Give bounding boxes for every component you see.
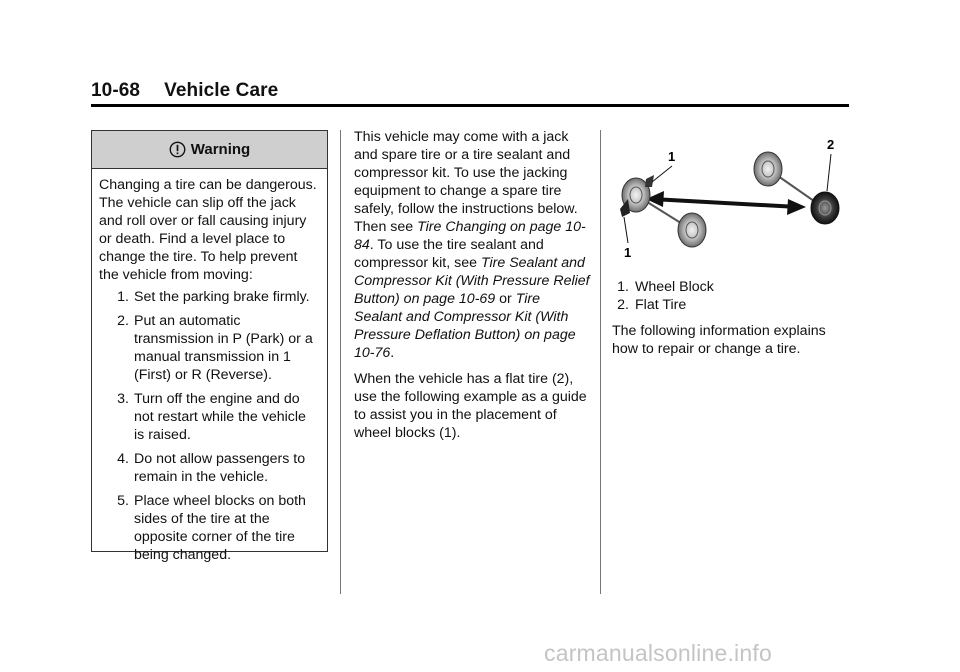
warning-box [91, 130, 328, 563]
placement-paragraph: When the vehicle has a flat tire (2), use the following example as a guide to assist you in the placement of wheel blocks (1). [354, 371, 587, 441]
callout-flat-tire: 2 [827, 137, 835, 152]
callout-leader [827, 154, 831, 191]
list-item: 5. Place wheel blocks on both sides of the tire at the opposite corner of the tire being changed. [117, 493, 306, 563]
rear-left-tire [754, 152, 782, 186]
link-sealant-deflation[interactable]: Tire Sealant and Compressor Kit (With Pressure Deflation Button) on page 10-76 [354, 291, 576, 361]
callout-leader [652, 166, 672, 182]
header-rule [91, 104, 849, 107]
callout-leader [624, 217, 628, 243]
wheel-block-diagram [612, 133, 852, 265]
link-tire-changing[interactable]: Tire Changing on page 10-84 [354, 219, 586, 253]
column-divider [600, 130, 601, 594]
warning-title: Warning [190, 141, 251, 158]
list-item: 4. Do not allow passengers to remain in the vehicle. [117, 451, 306, 485]
body-column-2 [354, 128, 590, 450]
info-paragraph: The following information explains how to repair or change a tire. [612, 323, 826, 357]
callout-wheel-block: 1 [668, 149, 676, 164]
list-item: 1. Set the parking brake firmly. [117, 289, 310, 305]
warning-steps [99, 288, 320, 564]
arrow-line [652, 199, 798, 207]
arrow-head-right [787, 199, 806, 215]
watermark: carmanualsonline.info [544, 640, 772, 666]
page-number: 10-68 [91, 80, 141, 101]
front-right-tire [678, 213, 706, 247]
warning-intro: Changing a tire can be dangerous. The vehicle can slip off the jack and roll over or fall causing injury or death. Find a level place to change the tire. To help prevent the vehicle from moving: [99, 177, 317, 283]
callout-wheel-block: 1 [624, 245, 632, 260]
list-item: 3. Turn off the engine and do not restart while the vehicle is raised. [117, 391, 306, 443]
section-title: Vehicle Care [164, 80, 279, 101]
body-column-3 [612, 278, 852, 358]
intro-paragraph: This vehicle may come with a jack and spare tire or a tire sealant and compressor kit. To use the jacking equipment to change a spare tire safely, follow the instructions below. Then see Tire Changing on page 10-84. To use the tire sealant and compressor kit, see Tire Sealant and Compressor Kit (With Pressure Relief Button) on page 10-69 or Tire Sealant and Compressor Kit (With Pressure Deflation Button) on page 10-76. [354, 129, 590, 361]
link-sealant-relief[interactable]: Tire Sealant and Compressor Kit (With Pressure Relief Button) on page 10-69 [354, 255, 590, 307]
page-header [91, 80, 278, 102]
flat-tire [811, 192, 839, 224]
figure-legend [612, 278, 852, 314]
list-item: 1. Wheel Block [617, 279, 714, 295]
warning-header [92, 131, 327, 169]
list-item: 2. Flat Tire [617, 297, 687, 313]
column-divider [340, 130, 341, 594]
warning-icon [169, 141, 186, 158]
list-item: 2. Put an automatic transmission in P (Park) or a manual transmission in 1 (First) or R (Reverse). [117, 313, 313, 383]
